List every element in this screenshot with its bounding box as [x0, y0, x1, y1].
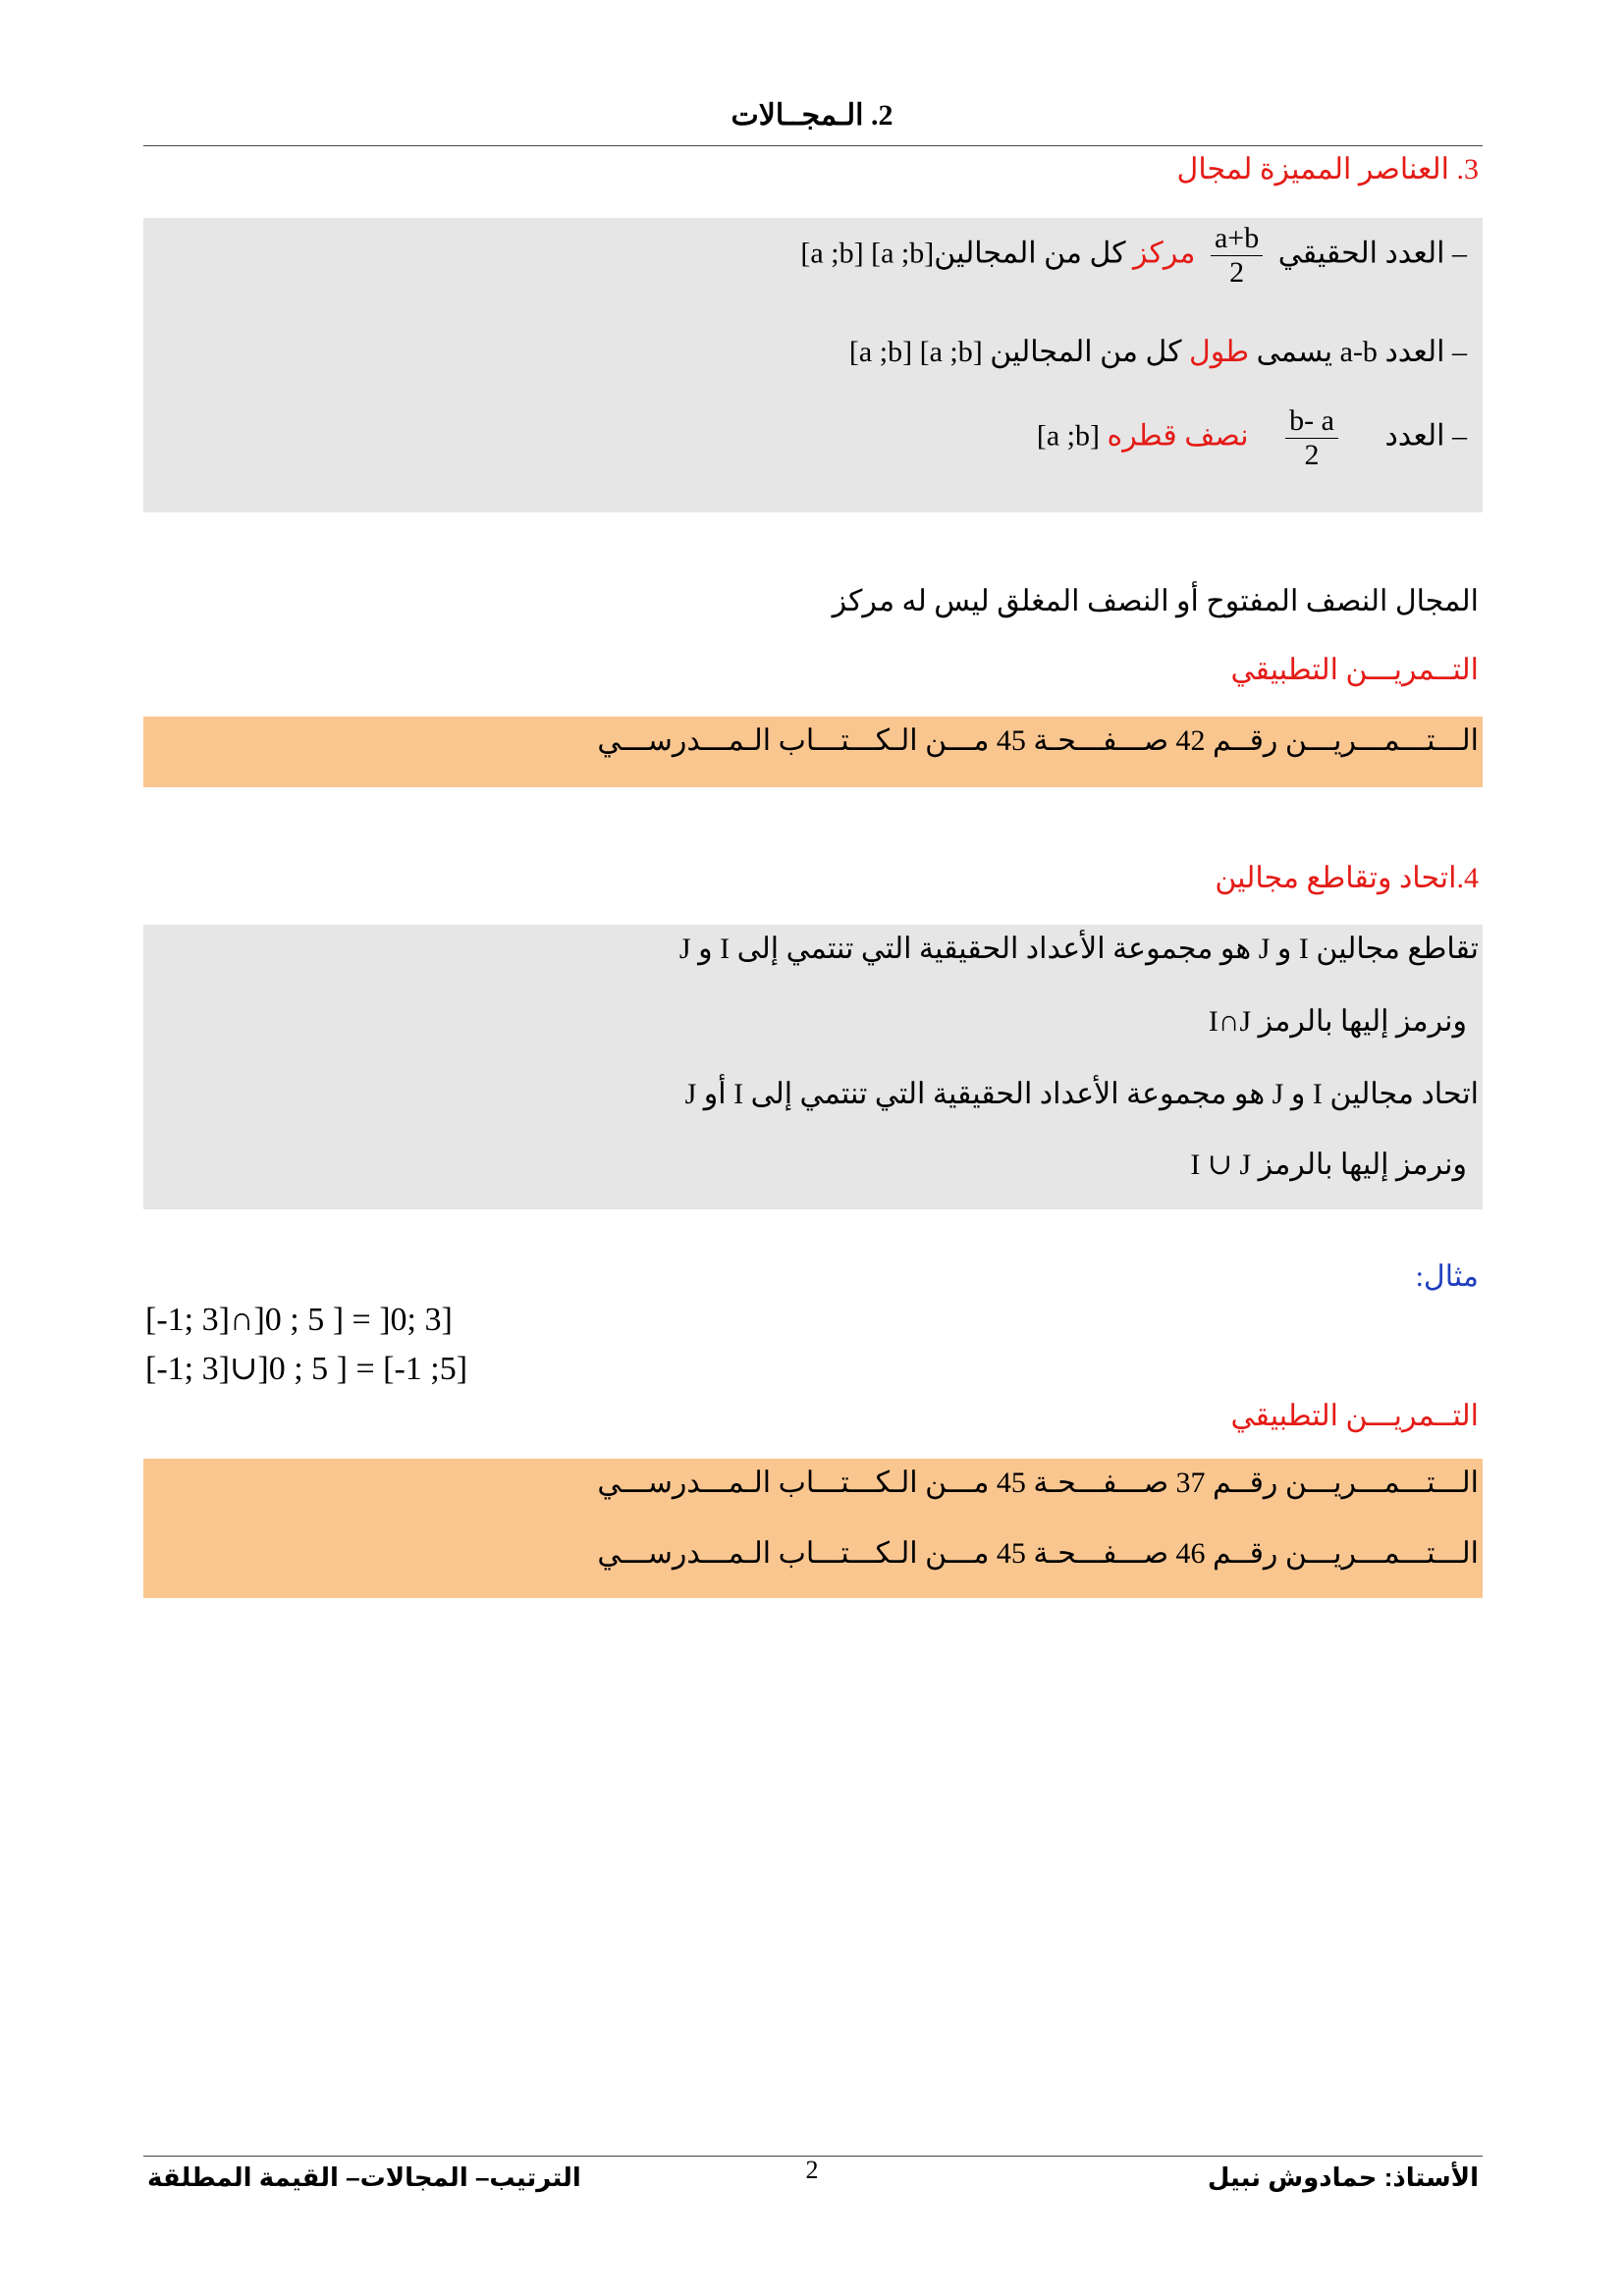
radius-prefix: العدد	[1384, 419, 1445, 453]
fraction-numerator: b- a	[1285, 404, 1338, 439]
section3-heading: 3. العناصر المميزة لمجال	[1176, 153, 1479, 186]
note-no-center: المجال النصف المفتوح أو النصف المغلق ليس له مركز	[832, 585, 1479, 617]
intersection-definition: تقاطع مجالين I و J هو مجموعة الأعداد الحقيقية التي تنتمي إلى I و J	[678, 933, 1479, 965]
radius-keyword: نصف قطره	[1107, 419, 1249, 453]
exercise2-line-2: الـــتـــمـــريـــن رقــم 46 صـــفـــحـة 45 مـــن الـكـــتـــاب الـمـــدرســـي	[597, 1537, 1479, 1570]
radius-suffix: [a ;b]	[1036, 419, 1100, 453]
length-definition-line	[849, 334, 1467, 371]
union-symbol-line: ونرمز إليها بالرمز I ∪ J	[1190, 1148, 1467, 1181]
page-header-title: 2. الـمجــالات	[731, 99, 893, 132]
union-definition: اتحاد مجالين I و J هو مجموعة الأعداد الحقيقية التي تنتمي إلى I أو J	[684, 1078, 1479, 1110]
exercise2-line-1: الـــتـــمـــريـــن رقــم 37 صـــفـــحـة 45 مـــن الـكـــتـــاب الـمـــدرســـي	[597, 1467, 1479, 1499]
footer-teacher: الأستاذ: حمادوش نبيل	[1207, 2163, 1479, 2192]
intersection-symbol-line: ونرمز إليها بالرمز I∩J	[1208, 1005, 1467, 1038]
exercise1-line: الـــتـــمـــريـــن رقــم 42 صـــفـــحـة 45 مـــن الـكـــتـــاب الـمـــدرســـي	[597, 724, 1479, 757]
page-number: 2	[805, 2156, 819, 2184]
fraction-numerator: a+b	[1211, 222, 1263, 256]
length-keyword: طول	[1188, 336, 1250, 368]
radius-definition-line	[1037, 404, 1467, 472]
center-fraction	[1211, 222, 1263, 290]
header-rule	[143, 145, 1483, 146]
fraction-denominator: 2	[1304, 439, 1320, 471]
center-prefix: العدد الحقيقي	[1277, 237, 1445, 270]
exercise1-heading: التــمريـــن التطبيقي	[1230, 654, 1479, 686]
example-label: مثال:	[1415, 1260, 1479, 1293]
center-suffix: كل من المجالين[a ;b] [a ;b]	[800, 237, 1126, 270]
fraction-denominator: 2	[1229, 256, 1245, 289]
example-intersection: [-1; 3]∩]0 ; 5 ] = ]0; 3]	[145, 1302, 453, 1338]
length-prefix: العدد a-b يسمى	[1256, 336, 1445, 368]
radius-fraction	[1285, 404, 1338, 472]
center-definition-line	[800, 222, 1467, 290]
dash: –	[1452, 336, 1467, 368]
footer-subject: الترتيب– المجالات– القيمة المطلقة	[147, 2163, 581, 2192]
length-suffix: كل من المجالين [a ;b] [a ;b]	[848, 336, 1182, 368]
exercise2-heading: التــمريـــن التطبيقي	[1230, 1400, 1479, 1432]
section4-heading: 4.اتحاد وتقاطع مجالين	[1215, 862, 1479, 894]
center-keyword: مركز	[1132, 237, 1196, 270]
dash: –	[1452, 237, 1467, 270]
dash: –	[1452, 419, 1467, 453]
example-union: [-1; 3]∪]0 ; 5 ] = [-1 ;5]	[145, 1351, 468, 1387]
